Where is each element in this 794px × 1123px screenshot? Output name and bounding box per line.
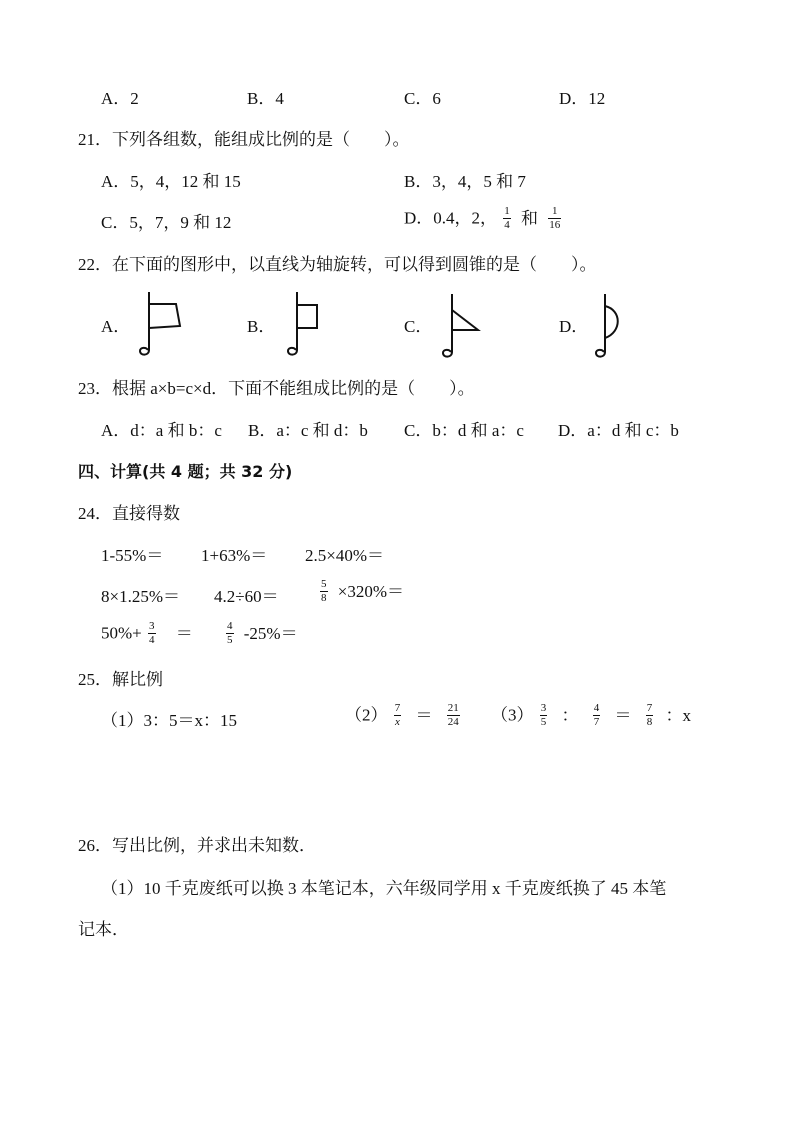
flag-shape-a-icon	[138, 290, 188, 360]
numerator: 5	[321, 578, 327, 590]
numerator: 3	[540, 702, 547, 714]
q23-option-a: A．d：a 和 b：c	[101, 421, 222, 440]
equals: ＝	[175, 623, 193, 643]
q22-label-c: C．	[404, 317, 433, 336]
numerator: 3	[149, 620, 155, 632]
equals: ＝	[614, 705, 632, 725]
part-label: （2）	[345, 705, 388, 725]
q21-option-b: B．3，4，5 和 7	[404, 172, 526, 191]
expr-tail: ×320%＝	[337, 581, 404, 601]
denominator: 8	[646, 715, 653, 728]
q21-d-prefix: D．0.4，2，	[404, 208, 498, 228]
flag-shape-d-icon	[594, 292, 644, 362]
q23-stem: 23．根据 a×b=c×d．下面不能组成比例的是（ ）。	[78, 379, 475, 398]
q22-label-d: D．	[559, 317, 589, 336]
q25-part-2	[345, 702, 462, 728]
q20-option-a: A．2	[101, 89, 139, 108]
expr-head: 50%+	[101, 623, 142, 643]
q21-option-d	[404, 205, 563, 231]
q21-d-fraction-2	[548, 205, 561, 231]
q26-stem: 26．写出比例，并求出未知数．	[78, 836, 316, 855]
fraction	[447, 702, 460, 728]
q24-item: 2.5×40%＝	[305, 546, 384, 565]
section-title: 四、计算(共 4 题；共 32 分)	[78, 462, 293, 481]
numerator: 21	[447, 702, 459, 714]
denominator: 24	[447, 715, 459, 728]
fraction	[320, 578, 328, 604]
denominator: 4	[149, 633, 155, 646]
fraction	[593, 702, 601, 728]
flag-shape-b-icon	[286, 290, 336, 360]
denominator: 8	[321, 591, 327, 604]
numerator: 1	[548, 205, 561, 219]
part-label: （3）	[491, 705, 534, 725]
q24-item: 1-55%＝	[101, 546, 164, 565]
fraction	[394, 702, 402, 728]
q22-label-a: A．	[101, 317, 131, 336]
colon: ：	[561, 705, 579, 725]
q24-item-fraction-expr	[318, 578, 404, 604]
q20-option-d: D．12	[559, 89, 606, 108]
q23-option-b: B．a：c 和 d：b	[248, 421, 368, 440]
numerator: 7	[646, 702, 653, 714]
denominator: x	[395, 715, 400, 728]
q21-d-and: 和	[521, 208, 539, 228]
q21-stem: 21．下列各组数，能组成比例的是（ ）。	[78, 130, 410, 149]
q22-stem: 22．在下面的图形中，以直线为轴旋转，可以得到圆锥的是（ ）。	[78, 255, 597, 274]
q24-item: 4.2÷60＝	[214, 587, 279, 606]
q21-option-c: C．5，7，9 和 12	[101, 213, 232, 232]
q22-label-b: B．	[247, 317, 276, 336]
fraction	[226, 620, 234, 646]
q25-part-3	[491, 702, 691, 728]
denominator: 7	[593, 715, 600, 728]
expr-tail: -25%＝	[243, 623, 298, 643]
q24-stem: 24．直接得数	[78, 504, 180, 523]
q21-option-a: A．5，4，12 和 15	[101, 172, 241, 191]
flag-shape-c-icon	[441, 292, 491, 362]
q24-item: 8×1.25%＝	[101, 587, 180, 606]
q26-line-1: （1）10 千克废纸可以换 3 本笔记本，六年级同学用 x 千克废纸换了 45 本笔	[101, 879, 667, 898]
q26-line-2: 记本．	[78, 920, 129, 939]
numerator: 7	[394, 702, 401, 714]
q23-option-c: C．b：d 和 a：c	[404, 421, 524, 440]
q25-part-1: （1）3：5＝x：15	[101, 711, 237, 730]
denominator: 5	[227, 633, 233, 646]
fraction	[148, 620, 156, 646]
q24-item: 1+63%＝	[201, 546, 268, 565]
q24-item-fraction-expr	[101, 620, 193, 646]
expr-tail: ：x	[665, 705, 691, 725]
q25-stem: 25．解比例	[78, 670, 163, 689]
fraction	[540, 702, 548, 728]
numerator: 4	[227, 620, 233, 632]
numerator: 1	[504, 205, 510, 217]
q20-option-b: B．4	[247, 89, 284, 108]
q20-option-c: C．6	[404, 89, 441, 108]
q21-d-fraction-1	[503, 205, 511, 231]
q24-item-fraction-expr	[224, 620, 298, 646]
numerator: 4	[593, 702, 600, 714]
equals: ＝	[415, 705, 433, 725]
fraction	[646, 702, 654, 728]
denominator: 5	[540, 715, 547, 728]
q23-option-d: D．a：d 和 c：b	[558, 421, 679, 440]
denominator: 16	[549, 218, 561, 231]
denominator: 4	[504, 218, 510, 231]
